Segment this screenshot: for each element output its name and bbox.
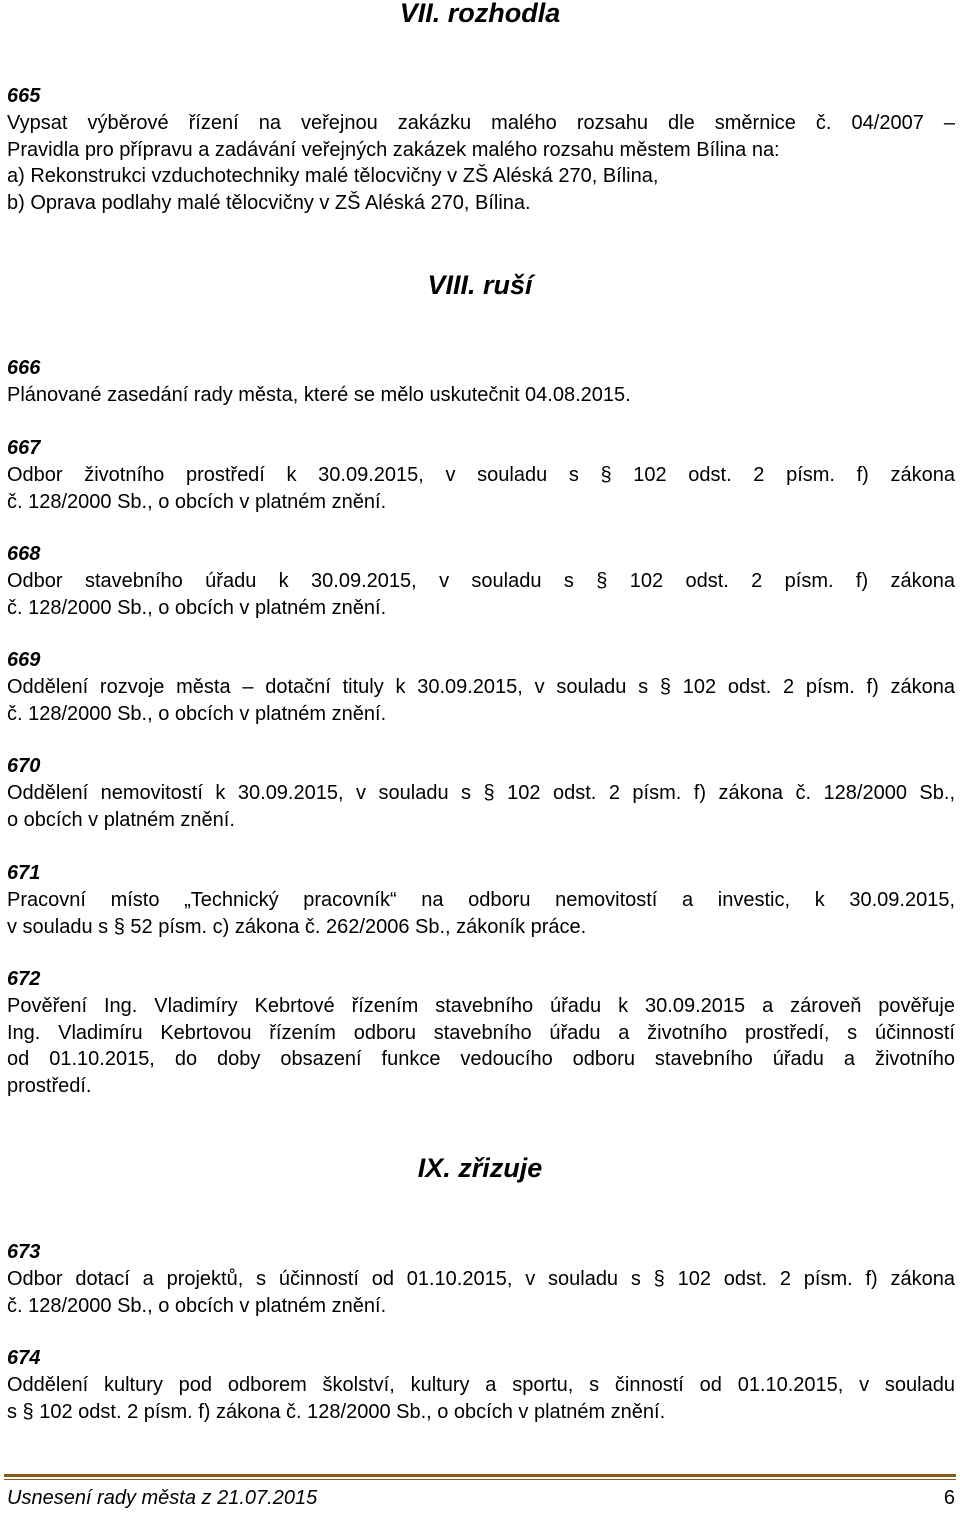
section-heading-viii: VIII. ruší: [427, 270, 533, 300]
resolution-668: [7, 542, 955, 621]
resolution-number: 674: [7, 1347, 41, 1369]
text-line: v souladu s § 52 písm. c) zákona č. 262/2006 Sb., zákoník práce.: [7, 915, 587, 938]
resolution-text: [7, 382, 955, 409]
resolution-number: 666: [7, 357, 41, 379]
text-line: č. 128/2000 Sb., o obcích v platném znění.: [7, 1294, 387, 1317]
resolution-text: [7, 1372, 955, 1425]
resolution-text: [7, 568, 955, 621]
resolution-number: 670: [7, 755, 41, 777]
text-line: Ing. Vladimíru Kebrtovou řízením odboru stavebního úřadu a životního prostředí, s účinností: [7, 1021, 955, 1044]
resolution-text: [7, 780, 955, 833]
text-line: č. 128/2000 Sb., o obcích v platném znění.: [7, 596, 387, 619]
resolution-text: [7, 1266, 955, 1319]
text-line: č. 128/2000 Sb., o obcích v platném znění.: [7, 490, 387, 513]
footer-divider: [4, 1474, 956, 1477]
resolution-673: [7, 1240, 955, 1319]
text-line: Odbor dotací a projektů, s účinností od 01.10.2015, v souladu s § 102 odst. 2 písm. f) zákona: [7, 1268, 955, 1290]
text-line: Odbor životního prostředí k 30.09.2015, v souladu s § 102 odst. 2 písm. f) zákona: [7, 464, 955, 486]
resolution-text: [7, 674, 955, 727]
resolution-672: [7, 967, 955, 1099]
section-heading-ix: IX. zřizuje: [417, 1153, 543, 1183]
resolution-text: [7, 993, 955, 1099]
resolution-number: 669: [7, 649, 41, 671]
resolution-671: [7, 861, 955, 940]
resolution-674: [7, 1346, 955, 1425]
page-number: 6: [943, 1487, 955, 1509]
resolution-text: [7, 462, 955, 515]
text-line: Oddělení nemovitostí k 30.09.2015, v souladu s § 102 odst. 2 písm. f) zákona č. 128/2000 Sb.,: [7, 782, 955, 804]
text-line: s § 102 odst. 2 písm. f) zákona č. 128/2000 Sb., o obcích v platném znění.: [7, 1400, 666, 1423]
text-line: Odbor stavebního úřadu k 30.09.2015, v souladu s § 102 odst. 2 písm. f) zákona: [7, 570, 955, 592]
text-line: prostředí.: [7, 1074, 92, 1097]
resolution-number: 668: [7, 543, 41, 565]
footer-divider-thin: [4, 1479, 956, 1480]
resolution-number: 665: [7, 85, 41, 107]
text-line: Oddělení kultury pod odborem školství, kultury a sportu, s činností od 01.10.2015, v souladu: [7, 1374, 955, 1396]
text-line: Vypsat výběrové řízení na veřejnou zakázku malého rozsahu dle směrnice č. 04/2007 –: [7, 112, 955, 134]
text-line: č. 128/2000 Sb., o obcích v platném znění.: [7, 702, 387, 725]
resolution-666: [7, 356, 955, 409]
resolution-669: [7, 648, 955, 727]
text-line: Pravidla pro přípravu a zadávání veřejných zakázek malého rozsahu městem Bílina na:: [7, 138, 780, 161]
resolution-text: [7, 887, 955, 940]
footer-title: Usnesení rady města z 21.07.2015: [7, 1487, 318, 1509]
text-line: Pracovní místo „Technický pracovník“ na odboru nemovitostí a investic, k 30.09.2015,: [7, 889, 955, 911]
resolution-670: [7, 754, 955, 833]
text-line: od 01.10.2015, do doby obsazení funkce vedoucího odboru stavebního úřadu a životního: [7, 1048, 955, 1070]
text-line: Oddělení rozvoje města – dotační tituly k 30.09.2015, v souladu s § 102 odst. 2 písm. f) zákona: [7, 676, 955, 698]
resolution-number: 667: [7, 437, 41, 459]
text-line: Pověření Ing. Vladimíry Kebrtové řízením stavebního úřadu k 30.09.2015 a zároveň pověřuje: [7, 995, 955, 1017]
resolution-667: [7, 436, 955, 515]
resolution-665: [7, 84, 955, 216]
text-line: Plánované zasedání rady města, které se mělo uskutečnit 04.08.2015.: [7, 384, 631, 406]
resolution-number: 671: [7, 862, 41, 884]
text-line: b) Oprava podlahy malé tělocvičny v ZŠ Aléská 270, Bílina.: [7, 191, 531, 214]
resolution-number: 672: [7, 968, 41, 990]
resolution-text: [7, 110, 955, 216]
text-line: o obcích v platném znění.: [7, 808, 235, 831]
section-heading-vii: VII. rozhodla: [399, 0, 561, 28]
resolution-number: 673: [7, 1241, 41, 1263]
text-line: a) Rekonstrukci vzduchotechniky malé tělocvičny v ZŠ Aléská 270, Bílina,: [7, 165, 659, 187]
